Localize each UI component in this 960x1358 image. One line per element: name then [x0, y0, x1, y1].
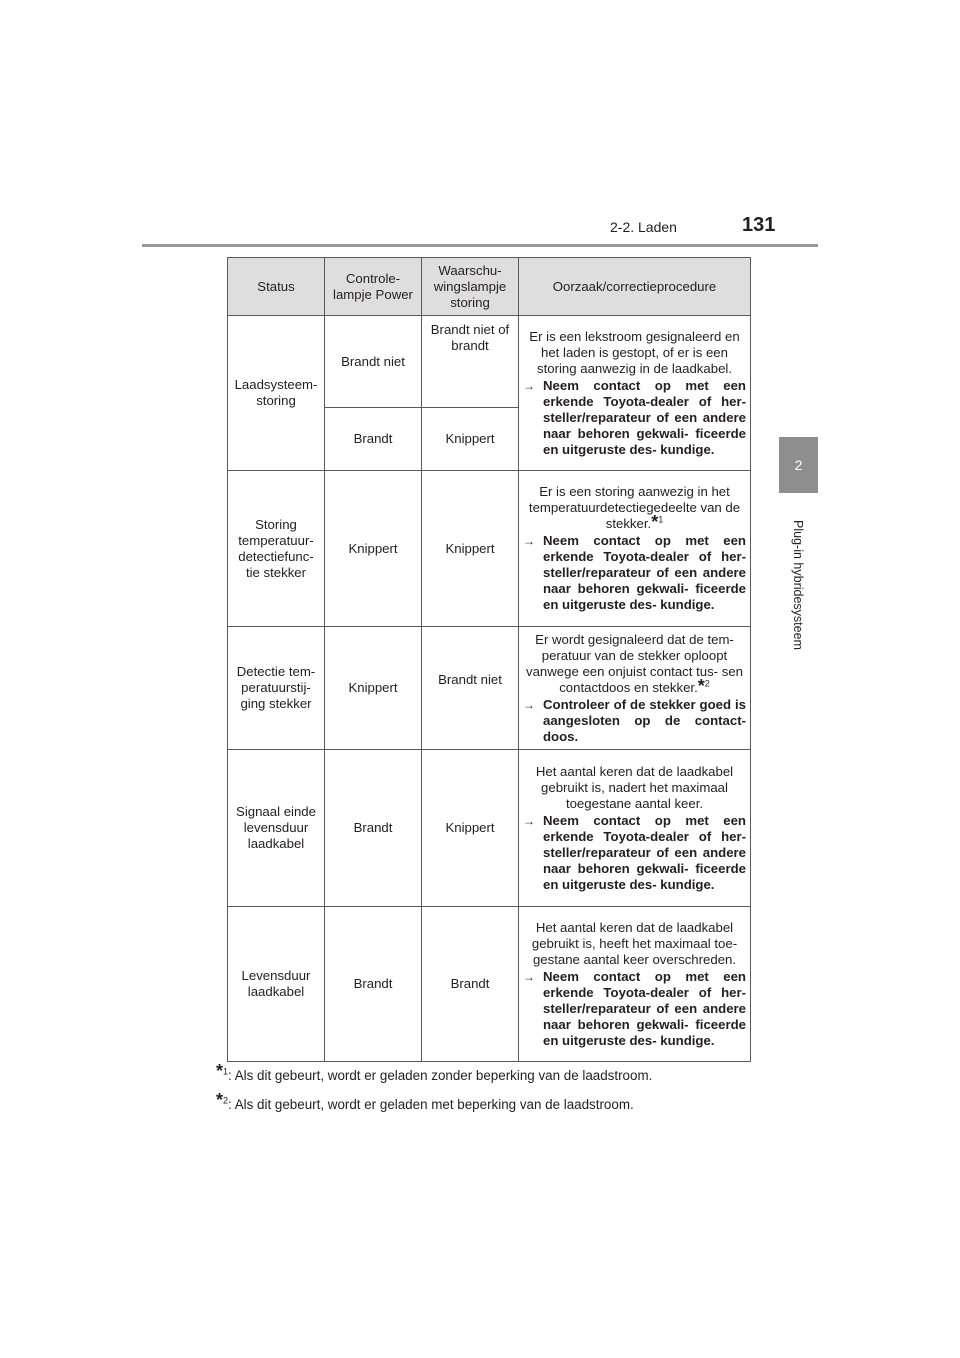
- footnote-2: [216, 1090, 634, 1112]
- action-text: Neem contact op met een erkende Toyota-dealer of her- steller/reparateur of een andere naar behoren gekwali- ficeerde en uitgeruste des- kundige.: [543, 812, 746, 892]
- cause-cell: [519, 316, 751, 471]
- status-cell: Storing temperatuur- detectiefunc- tie stekker: [228, 471, 325, 627]
- warning-lamp-cell: Knippert: [422, 471, 519, 627]
- cause-text-wrap: [523, 632, 746, 696]
- action-line: [523, 378, 746, 458]
- power-lamp-cell: Knippert: [325, 471, 422, 627]
- action-line: [523, 813, 746, 893]
- page-number: 131: [742, 214, 776, 236]
- action-text: Neem contact op met een erkende Toyota-dealer of her- steller/reparateur of een andere naar behoren gekwali- ficeerde en uitgeruste des- kundige.: [543, 533, 746, 612]
- cause-text: Er wordt gesignaleerd dat de tem- peratuur van de stekker oploopt vanwege een onjuist contact tus- sen contactdoos en stekker.: [526, 631, 743, 695]
- warning-lamp-cell: [422, 627, 519, 750]
- status-cell: Detectie tem- peratuurstij- ging stekker: [228, 627, 325, 750]
- chapter-side-label: Plug-in hybridesysteem: [791, 520, 805, 650]
- status-table: [227, 257, 751, 1062]
- warning-lamp-cell: Knippert: [422, 408, 519, 471]
- cause-text: Er is een storing aanwezig in het temperatuurdetectiegedeelte van de stekker.: [528, 484, 741, 531]
- cause-text: Het aantal keren dat de laadkabel gebruikt is, heeft het maximaal toe- gestane aantal keer overschreden.: [531, 919, 738, 967]
- section-title: 2-2. Laden: [610, 219, 677, 235]
- action-text: Neem contact op met een erkende Toyota-dealer of her- steller/reparateur of een andere naar behoren gekwali- ficeerde en uitgeruste des- kundige.: [543, 968, 746, 1048]
- table-row: [228, 316, 751, 408]
- col-header-status: Status: [228, 258, 325, 316]
- footnote-text: : Als dit gebeurt, wordt er geladen met beperking van de laadstroom.: [228, 1097, 634, 1112]
- table-row: [228, 627, 751, 750]
- action-line: [523, 969, 746, 1049]
- cause-text-wrap: [523, 484, 746, 532]
- status-cell: Levensduur laadkabel: [228, 907, 325, 1062]
- arrow-icon: →: [523, 378, 535, 393]
- power-lamp-cell: Brandt: [325, 907, 422, 1062]
- power-lamp-cell: Brandt: [325, 750, 422, 907]
- footnote-1: [216, 1061, 653, 1083]
- footnote-ref: 1: [658, 514, 664, 525]
- action-text: Neem contact op met een erkende Toyota-dealer of her- steller/reparateur of een andere naar behoren gekwali- ficeerde en uitgeruste des- kundige.: [543, 377, 746, 457]
- status-cell: Signaal einde levensduur laadkabel: [228, 750, 325, 907]
- chapter-tab: [779, 437, 818, 493]
- footnote-ref: 2: [704, 678, 710, 689]
- action-text: Controleer of de stekker goed is aangesloten op de contact- doos.: [543, 696, 746, 744]
- power-lamp-cell: Brandt niet: [325, 316, 422, 408]
- warning-lamp-cell: Brandt niet of brandt: [422, 316, 519, 408]
- cause-cell: [519, 750, 751, 907]
- table-row: [228, 750, 751, 907]
- footnote-number: 1: [223, 1066, 229, 1077]
- footnote-star: *: [216, 1061, 224, 1081]
- cause-cell: [519, 907, 751, 1062]
- footnote-text: : Als dit gebeurt, wordt er geladen zonder beperking van de laadstroom.: [228, 1068, 653, 1083]
- footnote-star: *: [651, 512, 659, 532]
- chapter-number: 2: [794, 457, 803, 473]
- cause-text: Er is een lekstroom gesignaleerd en het laden is gestopt, of er is een storing aanwezig in de laadkabel.: [529, 328, 740, 376]
- header-rule: [142, 244, 818, 247]
- col-header-cause: Oorzaak/correctieprocedure: [519, 258, 751, 316]
- power-lamp-cell: Knippert: [325, 627, 422, 750]
- table-header-row: [228, 258, 751, 316]
- cause-text: Het aantal keren dat de laadkabel gebruikt is, nadert het maximaal toegestane aantal keer.: [535, 763, 734, 811]
- action-line: [523, 533, 746, 613]
- table-row: [228, 471, 751, 627]
- action-line: [523, 697, 746, 745]
- arrow-icon: →: [523, 813, 535, 828]
- footnote-star: *: [697, 675, 705, 696]
- warning-lamp-value: Brandt niet: [438, 672, 502, 687]
- arrow-icon: →: [523, 969, 535, 984]
- footnote-number: 2: [223, 1095, 229, 1106]
- arrow-icon: →: [523, 697, 535, 712]
- power-lamp-cell: Brandt: [325, 408, 422, 471]
- col-header-power-lamp: Controle- lampje Power: [325, 258, 422, 316]
- arrow-icon: →: [523, 534, 535, 548]
- warning-lamp-cell: Knippert: [422, 750, 519, 907]
- table-row: [228, 907, 751, 1062]
- footnote-star: *: [216, 1090, 224, 1110]
- col-header-warning-lamp: Waarschu- wingslampje storing: [422, 258, 519, 316]
- cause-cell: [519, 627, 751, 750]
- status-cell: Laadsysteem- storing: [228, 316, 325, 471]
- warning-lamp-cell: Brandt: [422, 907, 519, 1062]
- cause-cell: [519, 471, 751, 627]
